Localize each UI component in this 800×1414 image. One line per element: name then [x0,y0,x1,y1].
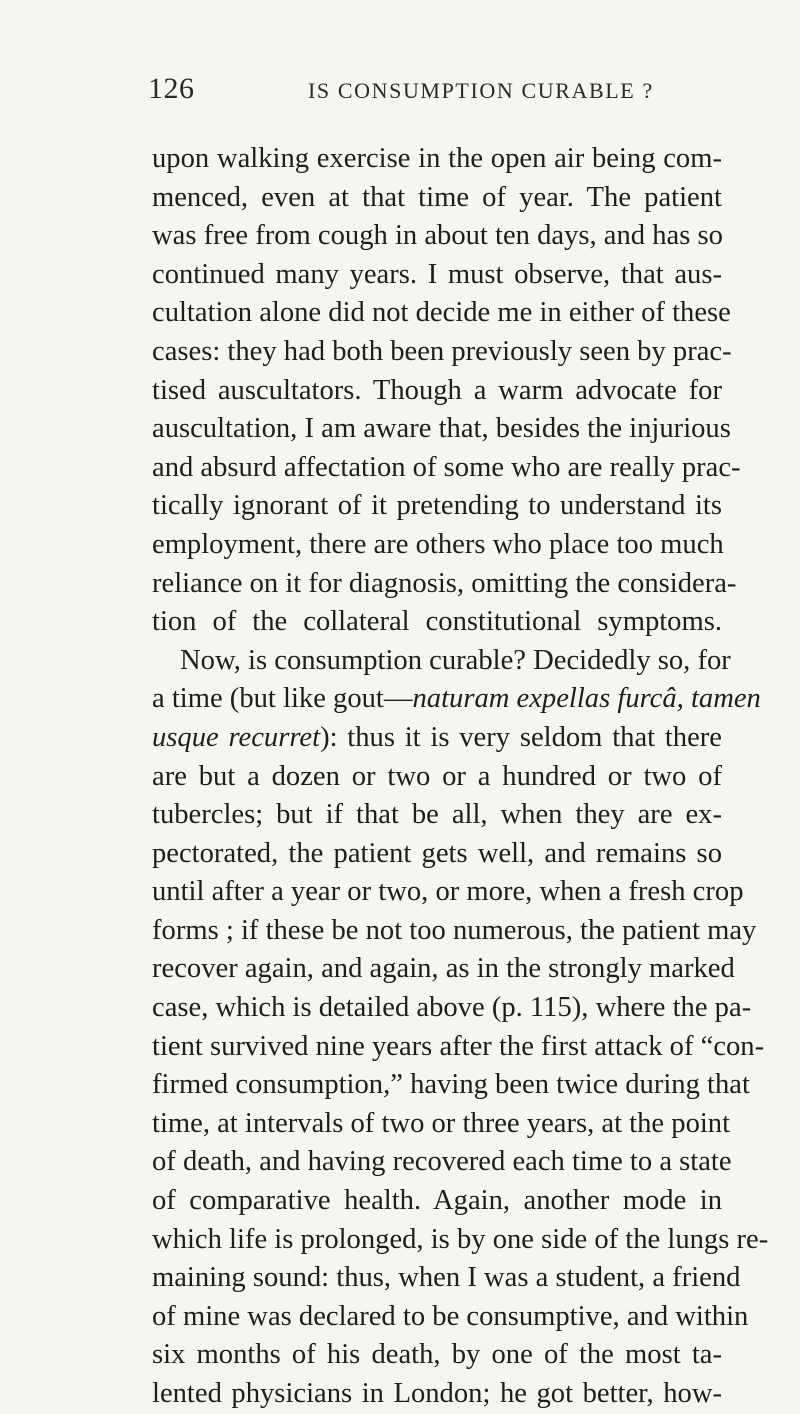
text-segment: a time (but like gout— [152,683,413,715]
text-segment: and absurd affectation of some who are really prac- [152,451,741,483]
text-line [152,1143,732,1182]
running-header [148,72,688,112]
text-segment: menced, even at that time of year. The patient [152,181,722,213]
text-line [152,835,722,874]
text-line [152,256,722,295]
text-segment: cultation alone did not decide me in either of these [152,297,731,329]
text-segment: tically ignorant of it pretending to understand its [152,490,722,522]
text-segment: time, at intervals of two or three years, at the point [152,1107,731,1139]
text-line [152,873,744,912]
text-segment: which life is prolonged, is by one side of the lungs re- [152,1223,769,1255]
text-line [152,642,731,681]
running-title: IS CONSUMPTION CURABLE ? [308,78,654,103]
text-line [152,487,722,526]
text-segment: tised auscultators. Though a warm advocate for [152,374,722,406]
text-line [152,372,722,411]
text-line [152,1298,749,1337]
text-line [152,1259,741,1298]
text-segment: of mine was declared to be consumptive, and within [152,1300,749,1332]
text-line [152,294,731,333]
text-segment: are but a dozen or two or a hundred or two of [152,760,722,792]
text-segment: maining sound: thus, when I was a student, a friend [152,1262,741,1294]
text-segment: was free from cough in about ten days, and has so [152,220,723,252]
text-line [152,1336,722,1375]
text-line [152,333,732,372]
text-line [152,758,722,797]
text-line [152,217,722,256]
text-segment: forms ; if these be not too numerous, the patient may [152,914,757,946]
body-text [152,140,769,1414]
text-line [152,1182,722,1221]
italic-text: naturam expellas furcâ, tamen [412,683,761,715]
text-line [152,1375,722,1414]
text-segment: firmed consumption,” having been twice during that [152,1069,750,1101]
text-line [152,410,731,449]
text-segment: recover again, and again, as in the strongly marked [152,953,735,985]
text-segment: until after a year or two, or more, when a fresh crop [152,876,744,908]
text-line [152,1066,750,1105]
text-line [152,603,722,642]
text-line [152,449,741,488]
text-segment: six months of his death, by one of the most ta- [152,1339,722,1371]
text-segment: tient survived nine years after the first attack of “con- [152,1030,765,1062]
text-segment: reliance on it for diagnosis, omitting the considera- [152,567,737,599]
text-segment: lented physicians in London; he got better, how- [152,1378,722,1409]
text-line [152,1221,769,1260]
text-line [152,565,737,604]
text-segment: tion of the collateral constitutional symptoms. [152,606,722,638]
text-segment: employment, there are others who place too much [152,528,724,560]
text-segment: upon walking exercise in the open air being com- [152,143,722,174]
text-segment: ): thus it is very seldom that there [320,721,722,753]
text-line [152,526,722,565]
text-segment: auscultation, I am aware that, besides the injurious [152,413,731,445]
text-line [152,912,757,951]
italic-text: usque recurret [152,721,321,753]
text-line [152,140,722,179]
text-line [152,950,735,989]
text-line [152,1105,731,1144]
text-segment: tubercles; but if that be all, when they are ex- [152,799,722,831]
text-segment: of death, and having recovered each time to a state [152,1146,732,1178]
text-segment: cases: they had both been previously seen by prac- [152,335,732,367]
text-line [152,719,722,758]
text-line [152,989,752,1028]
text-segment: of comparative health. Again, another mode in [152,1185,722,1217]
text-segment: continued many years. I must observe, that aus- [152,258,722,290]
text-line [152,1028,765,1067]
text-line [152,796,722,835]
page-number: 126 [148,72,195,105]
text-segment: case, which is detailed above (p. 115), where the pa- [152,992,752,1024]
text-line [152,680,761,719]
text-segment: Now, is consumption curable? Decidedly so, for [180,644,731,676]
text-segment: pectorated, the patient gets well, and remains so [152,837,722,869]
text-line [152,179,722,218]
